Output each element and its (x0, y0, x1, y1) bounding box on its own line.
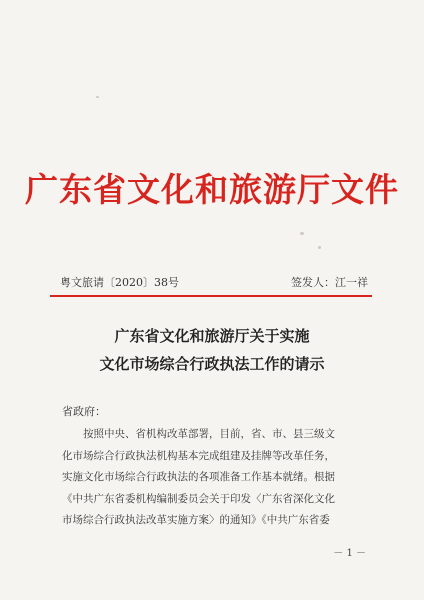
page-number: － 1 － (333, 548, 366, 559)
body-text (62, 424, 362, 532)
body-line: 实施文化市场综合行政执法的各项准备工作基本就绪。根据 (62, 471, 335, 483)
subject-line-1: 广东省文化和旅游厅关于实施 (114, 327, 310, 345)
addressee: 省政府： (62, 405, 106, 418)
scan-speck (300, 232, 304, 235)
body-line: 按照中央、省机构改革部署，目前，省、市、县三级文 (62, 428, 335, 440)
body-line: 市场综合行政执法改革实施方案〉的通知》《中共广东省委 (62, 514, 330, 526)
document-subject (0, 322, 424, 378)
subject-line-2: 文化市场综合行政执法工作的请示 (99, 355, 325, 373)
scan-speck (318, 246, 321, 249)
red-divider-line (50, 295, 372, 297)
body-line: 化市场综合行政执法机构基本完成组建及挂牌等改革任务， (62, 449, 335, 462)
signer: 签发人：江一祥 (291, 276, 368, 289)
scan-speck (96, 96, 99, 98)
document-header-title: 广东省文化和旅游厅文件 (25, 170, 399, 209)
body-line: 《中共广东省委机构编制委员会关于印发〈广东省深化文化 (62, 492, 335, 505)
document-number: 粤文旅请〔2020〕38号 (60, 276, 179, 289)
